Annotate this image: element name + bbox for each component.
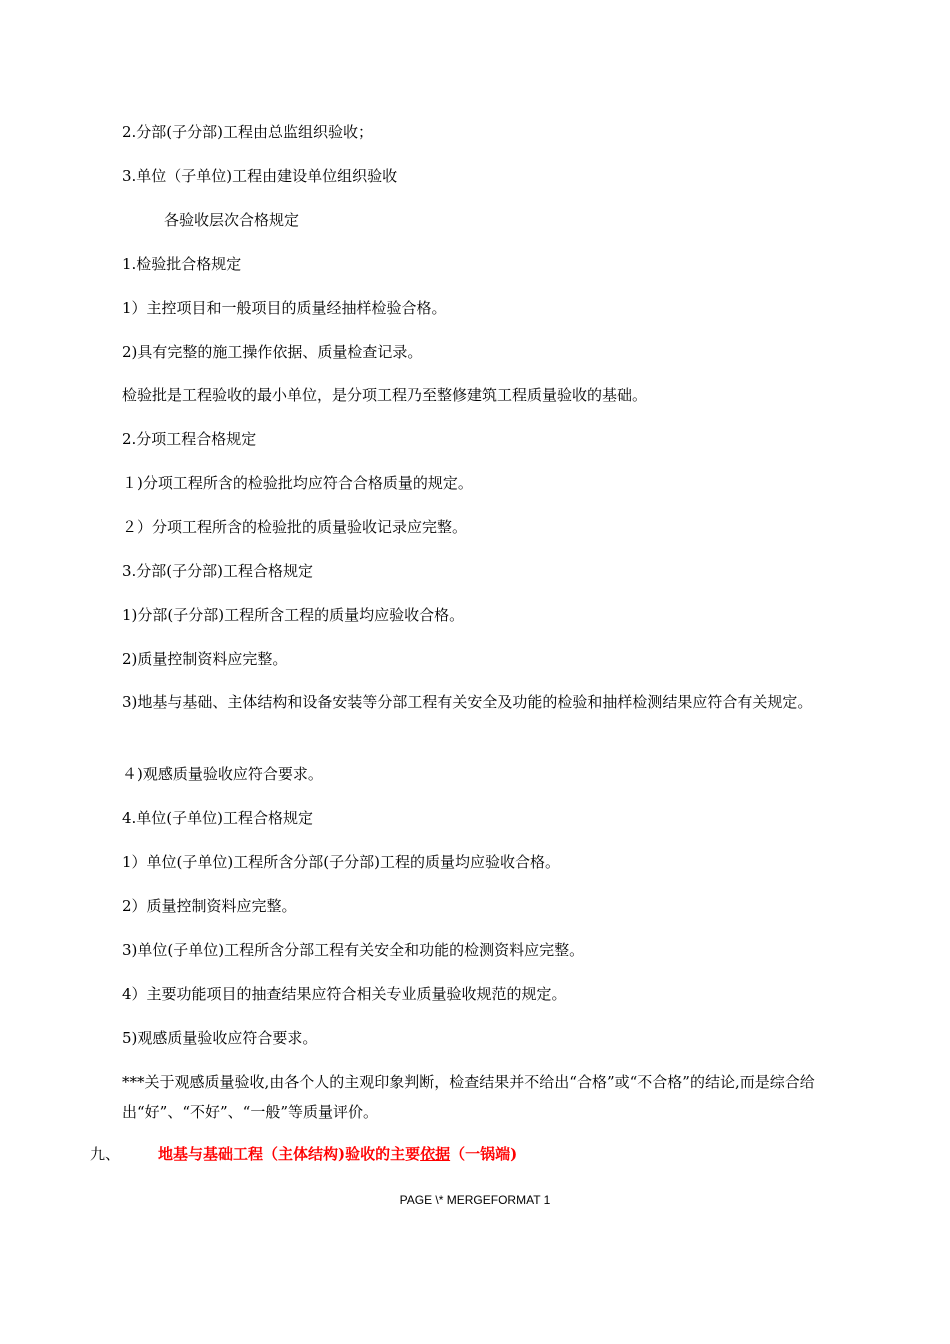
paragraph-subitem-item-1: １)分项工程所含的检验批均应符合合格质量的规定。 — [122, 474, 473, 492]
section-number: 九、 — [90, 1145, 121, 1163]
paragraph-division-item-3: 3)地基与基础、主体结构和设备安装等分部工程有关安全及功能的检验和抽样检测结果应符合有关规定。 — [122, 693, 813, 711]
page-footer-field: PAGE \* MERGEFORMAT 1 — [399, 1193, 551, 1207]
paragraph-unit-rules: 4.单位(子单位)工程合格规定 — [122, 809, 314, 827]
section-title-emphasis: 依据 — [420, 1145, 451, 1163]
paragraph-division-item-2: 2)质量控制资料应完整。 — [122, 650, 288, 668]
paragraph-subitem-item-2: ２）分项工程所含的检验批的质量验收记录应完整。 — [122, 518, 468, 536]
paragraph-subsection-acceptance: 2.分部(子分部)工程由总监组织验收； — [122, 123, 374, 141]
paragraph-appearance-note: ***关于观感质量验收,由各个人的主观印象判断，检查结果并不给出“合格”或“不合格”的结论,而是综合给出“好”、“不好”、“一般”等质量评价。 — [122, 1073, 815, 1121]
section-title: 地基与基础工程（主体结构)验收的主要 — [158, 1145, 421, 1163]
paragraph-subitem-rules: 2.分项工程合格规定 — [122, 430, 257, 448]
paragraph-inspection-lot-item-2: 2)具有完整的施工操作依据、质量检查记录。 — [122, 343, 423, 361]
paragraph-division-item-4: ４)观感质量验收应符合要求。 — [122, 765, 323, 783]
paragraph-unit-item-2: 2）质量控制资料应完整。 — [122, 897, 297, 915]
paragraph-unit-acceptance: 3.单位（子单位)工程由建设单位组织验收 — [122, 167, 398, 185]
paragraph-inspection-lot-item-1: 1）主控项目和一般项目的质量经抽样检验合格。 — [122, 299, 447, 317]
section-heading — [90, 1139, 870, 1169]
paragraph-unit-item-1: 1）单位(子单位)工程所含分部(子分部)工程的质量均应验收合格。 — [122, 853, 560, 871]
paragraph-division-rules: 3.分部(子分部)工程合格规定 — [122, 562, 314, 580]
paragraph-division-item-1: 1)分部(子分部)工程所含工程的质量均应验收合格。 — [122, 606, 465, 624]
paragraph-qualification-rules-title: 各验收层次合格规定 — [164, 211, 300, 229]
paragraph-unit-item-3: 3)单位(子单位)工程所含分部工程有关安全和功能的检测资料应完整。 — [122, 941, 585, 959]
paragraph-inspection-lot-rules: 1.检验批合格规定 — [122, 255, 242, 273]
paragraph-unit-item-4: 4）主要功能项目的抽查结果应符合相关专业质量验收规范的规定。 — [122, 985, 567, 1003]
paragraph-inspection-lot-note: 检验批是工程验收的最小单位，是分项工程乃至整修建筑工程质量验收的基础。 — [122, 386, 648, 404]
paragraph-unit-item-5: 5)观感质量验收应符合要求。 — [122, 1029, 318, 1047]
section-title-suffix: （一锅端) — [450, 1145, 518, 1163]
